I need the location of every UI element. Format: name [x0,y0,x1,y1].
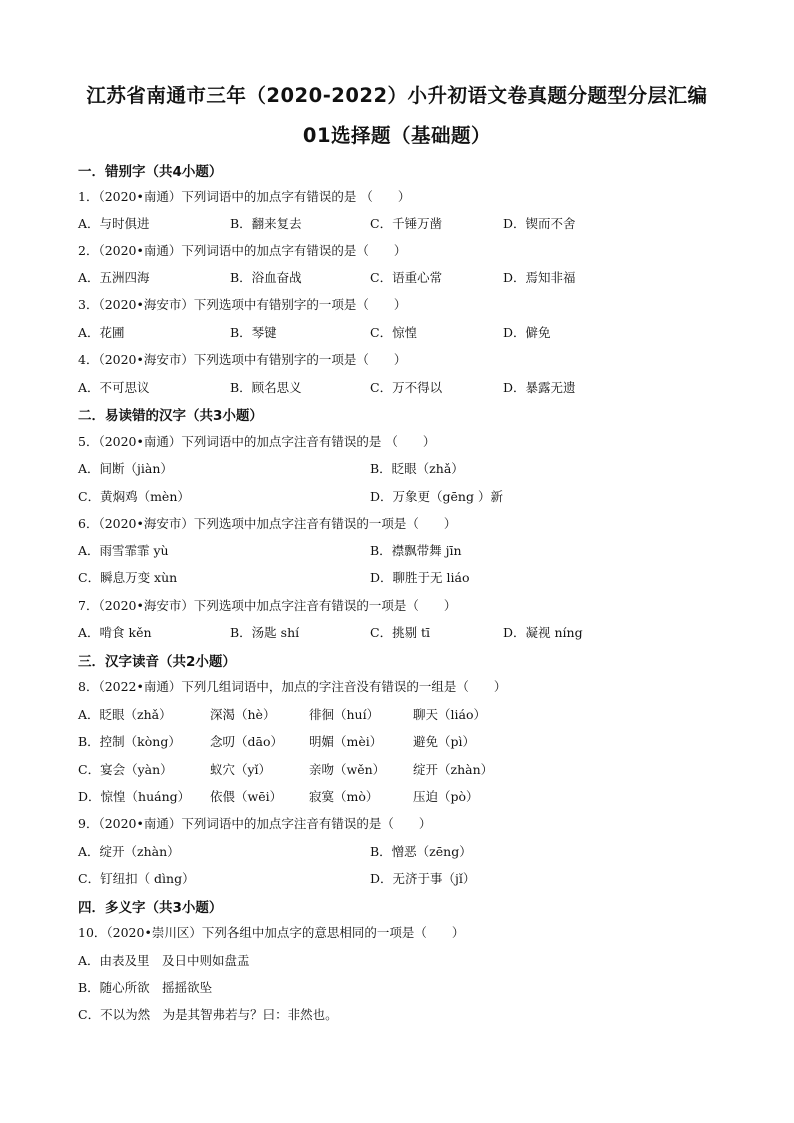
section-heading-1: 一．错别字（共4小题） [78,164,223,180]
option-a: A．绽开（zhàn） [78,844,180,859]
option-b: B．汤匙 shí [230,625,300,640]
option-c: C．惊惶 [370,325,418,340]
document-title: 江苏省南通市三年（2020-2022）小升初语文卷真题分题型分层汇编 [86,84,708,107]
option-d-word-2: 依偎（wēi） [210,789,283,804]
option-a: A．花圃 [78,325,125,340]
option-d-word-1: D．惊惶（huáng） [78,789,191,804]
option-d: D．无济于事（jǐ） [370,871,476,886]
option-c: C．语重心常 [370,270,443,285]
option-b: B．眨眼（zhǎ） [370,461,464,476]
question-9-options-row-2 [78,869,758,889]
option-a: A．间断（jiàn） [78,461,173,476]
option-d: D．万象更（gēng ）新 [370,489,503,504]
option-c-word-2: 蚁穴（yǐ） [210,762,272,777]
option-a: A．啃食 kěn [78,625,152,640]
option-b: B．襟飘带舞 jīn [370,543,462,558]
question-8-stem: 8．（2022•南通）下列几组词语中，加点的字注音没有错误的一组是（ ） [78,679,507,694]
option-d-word-3: 寂寞（mò） [309,789,379,804]
option-d-word-4: 压迫（pò） [413,789,479,804]
question-5-stem: 5．（2020•南通）下列词语中的加点字注音有错误的是 （ ） [78,434,436,449]
option-d: D．焉知非福 [503,270,576,285]
option-a: A．与时俱进 [78,216,150,231]
section-heading-4: 四．多义字（共3小题） [78,900,223,916]
option-a-word-2: 深渴（hè） [210,707,276,722]
option-b: B．憎恶（zēng） [370,844,472,859]
question-8-option-row-d [78,787,758,807]
option-c-word-3: 亲吻（wěn） [309,762,386,777]
option-c: C．千锤万凿 [370,216,443,231]
question-8-option-row-c [78,760,758,780]
question-7-stem: 7．（2020•海安市）下列选项中加点字注音有错误的一项是（ ） [78,598,457,613]
question-6-stem: 6．（2020•海安市）下列选项中加点字注音有错误的一项是（ ） [78,516,457,531]
question-7-options [78,623,758,643]
question-2-options [78,268,758,288]
option-d: D．僻免 [503,325,551,340]
question-10-option-a: A．由表及里 及日中则如盘盂 [78,953,250,968]
document-subtitle: 01选择题（基础题） [302,124,492,147]
question-10-stem: 10．（2020•崇川区）下列各组中加点字的意思相同的一项是（ ） [78,925,465,940]
question-3-stem: 3．（2020•海安市）下列选项中有错别字的一项是（ ） [78,297,407,312]
option-c: C．黄焖鸡（mèn） [78,489,190,504]
question-1-stem: 1．（2020•南通）下列词语中的加点字有错误的是 （ ） [78,189,411,204]
option-b-word-3: 明媚（mèi） [309,734,383,749]
question-4-options [78,378,758,398]
option-b: B．琴键 [230,325,277,340]
option-d: D．聊胜于无 liáo [370,570,470,585]
option-c-word-4: 绽开（zhàn） [413,762,494,777]
section-heading-3: 三．汉字读音（共2小题） [78,654,236,670]
section-heading-2: 二．易读错的汉字（共3小题） [78,408,263,424]
option-c: C．瞬息万变 xùn [78,570,178,585]
option-c: C．钉纽扣（ dìng） [78,871,195,886]
question-8-option-row-a [78,705,758,725]
question-6-options-row-1 [78,541,758,561]
question-3-options [78,323,758,343]
question-5-options-row-1 [78,459,758,479]
option-b-word-4: 避免（pì） [413,734,475,749]
option-d: D．凝视 níng [503,625,583,640]
question-2-stem: 2．（2020•南通）下列词语中的加点字有错误的是（ ） [78,243,407,258]
question-6-options-row-2 [78,568,758,588]
option-c: C．万不得以 [370,380,443,395]
question-9-stem: 9．（2020•南通）下列词语中的加点字注音有错误的是（ ） [78,816,432,831]
option-b-word-2: 念叨（dāo） [210,734,283,749]
option-a-word-1: A．眨眼（zhǎ） [78,707,172,722]
option-d: D．锲而不舍 [503,216,576,231]
option-c-word-1: C．宴会（yàn） [78,762,173,777]
question-4-stem: 4．（2020•海安市）下列选项中有错别字的一项是（ ） [78,352,407,367]
question-1-options [78,214,758,234]
question-9-options-row-1 [78,842,758,862]
question-5-options-row-2 [78,487,758,507]
option-a: A．雨雪霏霏 yù [78,543,169,558]
option-a-word-4: 聊天（liáo） [413,707,486,722]
option-c: C．挑剔 tī [370,625,431,640]
option-b: B．顾名思义 [230,380,302,395]
option-b-word-1: B．控制（kòng） [78,734,181,749]
option-a-word-3: 徘徊（huí） [309,707,380,722]
option-d: D．暴露无遗 [503,380,576,395]
option-a: A．不可思议 [78,380,150,395]
option-b: B．浴血奋战 [230,270,302,285]
question-10-option-c: C．不以为然 为是其智弗若与？曰：非然也。 [78,1007,338,1022]
question-10-option-b: B．随心所欲 摇摇欲坠 [78,980,213,995]
option-b: B．翻来复去 [230,216,302,231]
option-a: A．五洲四海 [78,270,150,285]
question-8-option-row-b [78,732,758,752]
